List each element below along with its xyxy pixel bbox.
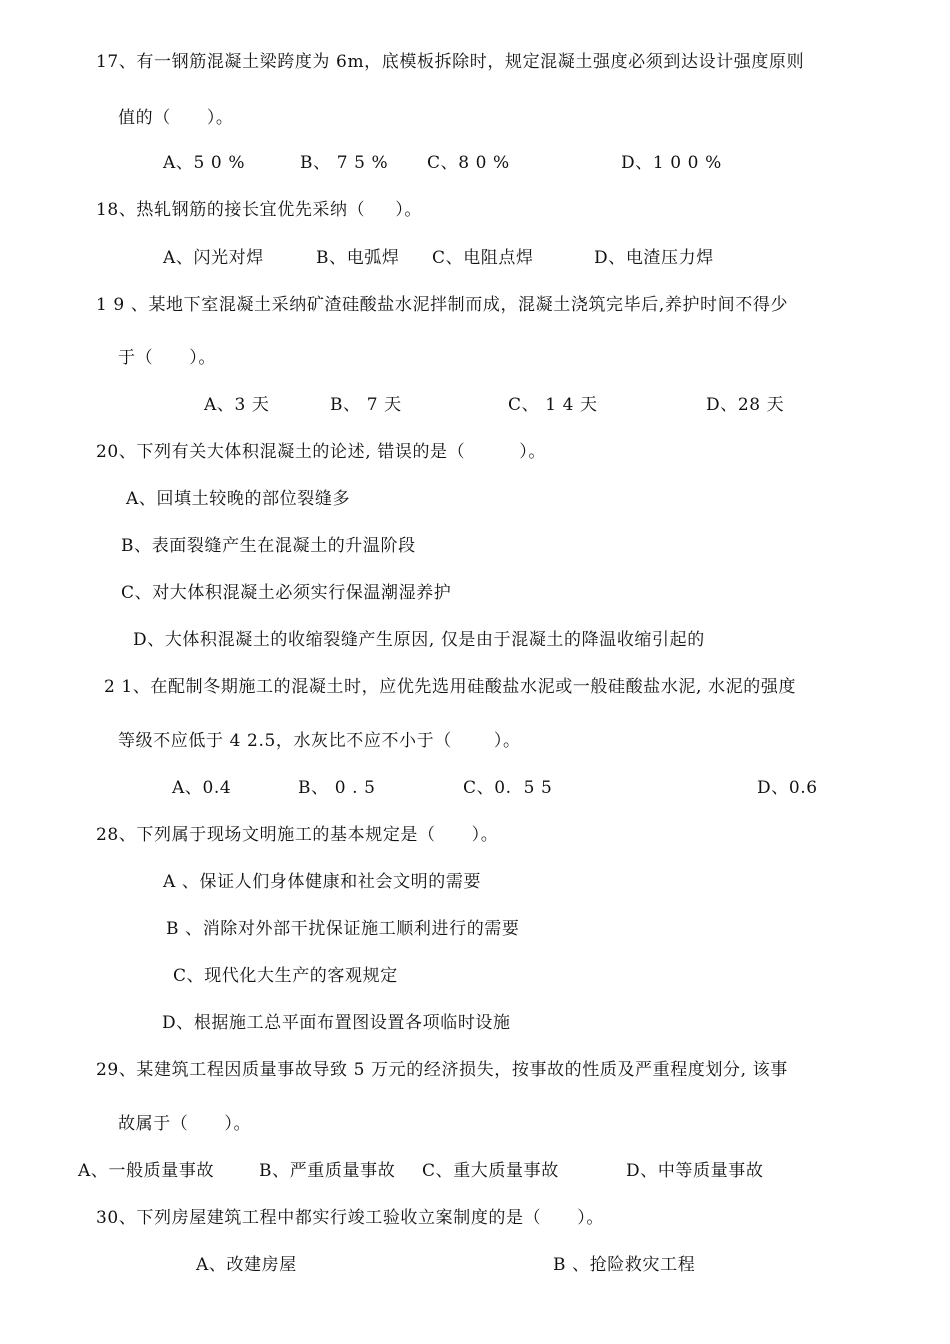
question-18-option-d: D、电渣压力焊 — [594, 248, 714, 268]
question-18-option-c: C、电阻点焊 — [432, 248, 534, 268]
question-20-option-b: B、表面裂缝产生在混凝土的升温阶段 — [121, 536, 416, 556]
question-21-option-a: A、0.4 — [172, 778, 232, 798]
question-19-text: 1 9 、某地下室混凝土采纳矿渣硅酸盐水泥拌制而成，混凝土浇筑完毕后,养护时间不得少 — [96, 295, 789, 315]
question-21-text: 2 1、在配制冬期施工的混凝土时，应优先选用硅酸盐水泥或一般硅酸盐水泥, 水泥的强度 — [104, 677, 797, 697]
question-28-option-b: B 、消除对外部干扰保证施工顺利进行的需要 — [166, 919, 520, 939]
question-18-option-b: B、电弧焊 — [316, 248, 400, 268]
question-18-text: 18、热轧钢筋的接长宜优先采纳（ ）。 — [96, 200, 422, 220]
question-21-continuation: 等级不应低于 4 2.5，水灰比不应不小于（ ）。 — [118, 731, 521, 751]
question-28-option-c: C、现代化大生产的客观规定 — [173, 966, 398, 986]
question-30-option-a: A、改建房屋 — [196, 1255, 297, 1275]
question-29-option-d: D、中等质量事故 — [626, 1161, 764, 1181]
question-29-text: 29、某建筑工程因质量事故导致 5 万元的经济损失，按事故的性质及严重程度划分, 该事 — [96, 1060, 788, 1080]
question-28-text: 28、下列属于现场文明施工的基本规定是（ ）。 — [96, 825, 499, 845]
question-29-option-c: C、重大质量事故 — [422, 1161, 559, 1181]
question-19-continuation: 于（ ）。 — [118, 348, 216, 368]
question-17-option-b: B、 7 5 % — [300, 153, 389, 173]
question-21-option-b: B、 0 . 5 — [298, 778, 376, 798]
question-30-option-b: B 、抢险救灾工程 — [553, 1255, 696, 1275]
question-29-continuation: 故属于（ ）。 — [118, 1114, 252, 1134]
question-17-continuation: 值的（ ）。 — [118, 108, 234, 128]
question-20-option-c: C、对大体积混凝土必须实行保温潮湿养护 — [121, 583, 452, 603]
question-20-option-d: D、大体积混凝土的收缩裂缝产生原因, 仅是由于混凝土的降温收缩引起的 — [133, 630, 705, 650]
question-19-option-a: A、3 天 — [204, 395, 270, 415]
question-21-option-c: C、0. 5 5 — [463, 778, 553, 798]
question-30-text: 30、下列房屋建筑工程中都实行竣工验收立案制度的是（ ）。 — [96, 1208, 604, 1228]
question-17-text: 17、有一钢筋混凝土梁跨度为 6m，底模板拆除时，规定混凝土强度必须到达设计强度原则 — [96, 52, 805, 72]
question-28-option-a: A 、保证人们身体健康和社会文明的需要 — [163, 872, 482, 892]
question-20-text: 20、下列有关大体积混凝土的论述, 错误的是（ ）。 — [96, 442, 546, 462]
question-21-option-d: D、0.6 — [757, 778, 818, 798]
question-17-option-c: C、8 0 % — [427, 153, 510, 173]
question-19-option-d: D、28 天 — [706, 395, 785, 415]
question-17-option-d: D、1 0 0 % — [621, 153, 722, 173]
question-19-option-b: B、 7 天 — [330, 395, 402, 415]
question-17-option-a: A、5 0 % — [163, 153, 246, 173]
question-18-option-a: A、闪光对焊 — [163, 248, 264, 268]
question-29-option-a: A、一般质量事故 — [78, 1161, 215, 1181]
question-20-option-a: A、回填土较晚的部位裂缝多 — [126, 489, 351, 509]
question-19-option-c: C、 1 4 天 — [508, 395, 598, 415]
question-28-option-d: D、根据施工总平面布置图设置各项临时设施 — [162, 1013, 511, 1033]
question-29-option-b: B、严重质量事故 — [259, 1161, 396, 1181]
